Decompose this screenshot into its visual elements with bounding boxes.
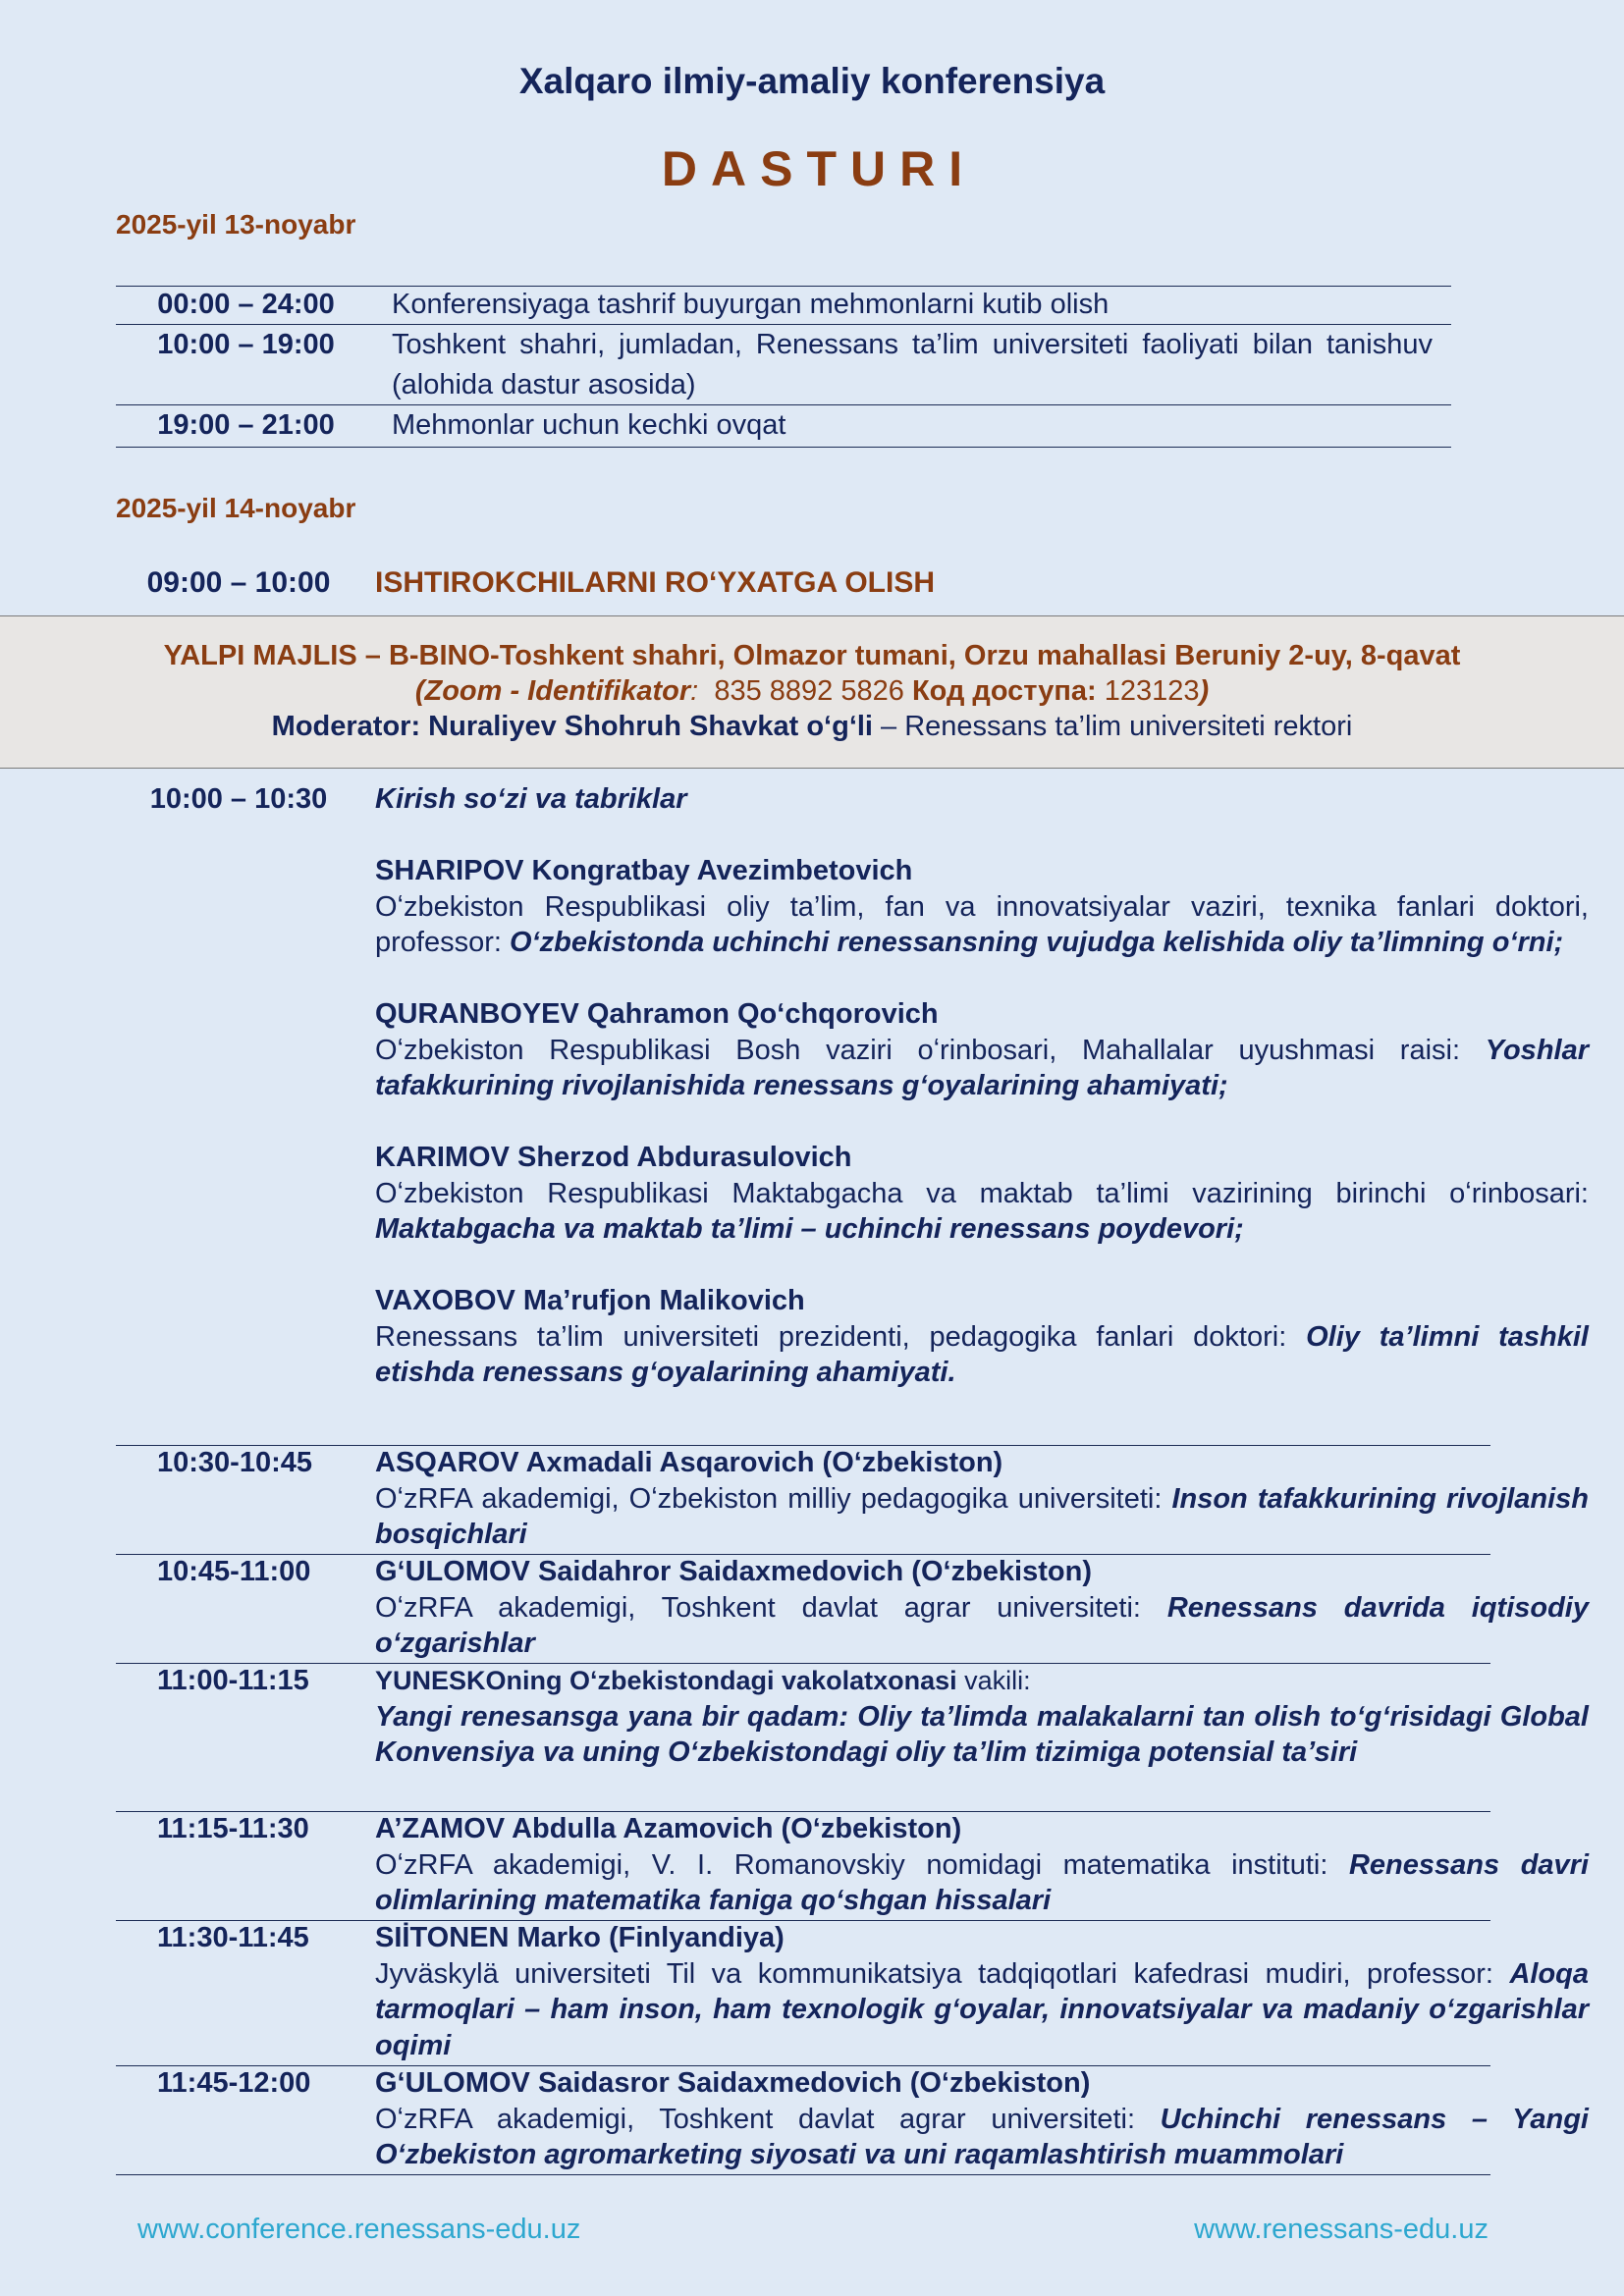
- row-text: Konferensiyaga tashrif buyurgan mehmonlarni kutib olish: [392, 289, 1110, 320]
- divider: [116, 447, 1451, 448]
- speaker-name: SHARIPOV Kongratbay Avezimbetovich: [375, 855, 913, 886]
- speaker-desc: [375, 1847, 1589, 1919]
- zoom-id: 835 8892 5826: [714, 675, 904, 707]
- speaker-desc: [375, 1319, 1589, 1391]
- moderator-role: – Renessans ta’lim universiteti rektori: [872, 711, 1353, 742]
- moderator-line: [0, 709, 1624, 744]
- registration-label: ISHTIROKCHILARNI ROʻYXATGA OLISH: [375, 566, 935, 599]
- row-time: 10:00 – 10:30: [149, 783, 328, 815]
- row-time: 10:00 – 19:00: [157, 329, 335, 360]
- speaker-role: Renessans ta’lim universiteti prezidenti, pedagogika fanlari doktori:: [375, 1320, 1307, 1353]
- access-code: 123123: [1104, 675, 1200, 707]
- speaker-desc: [375, 1176, 1589, 1248]
- speaker-name: GʻULOMOV Saidasror Saidaxmedovich (Oʻzbekiston): [375, 2067, 1091, 2099]
- access-code-label: Код доступа:: [911, 675, 1097, 707]
- speaker-topic: Oliy ta’limni tashkil etishda renessans gʻoyalarining ahamiyati.: [375, 1320, 1589, 1388]
- talk-topic: Uchinchi renessans – Yangi Oʻzbekiston agromarketing siyosati va uni raqamlashtirish muammolari: [375, 2103, 1589, 2170]
- speaker-name: VAXOBOV Ma’rufjon Malikovich: [375, 1285, 805, 1316]
- speaker-block: [375, 1140, 1589, 1248]
- row-time: 19:00 – 21:00: [157, 409, 335, 441]
- speaker-desc: [375, 1590, 1589, 1662]
- speaker-role: Oʻzbekiston Respublikasi Maktabgacha va maktab ta’limi vazirining birinchi oʻrinbosari:: [375, 1177, 1589, 1209]
- speaker-topic: Oʻzbekistonda uchinchi renessansning vujudga kelishida oliy ta’limning oʻrni;: [510, 927, 1564, 958]
- speaker-desc: [375, 889, 1589, 961]
- zoom-info: [0, 673, 1624, 709]
- speaker-block: [375, 996, 1589, 1104]
- row-time: 11:15-11:30: [157, 1813, 309, 1844]
- divider: [116, 2174, 1490, 2175]
- row-time: 10:30-10:45: [157, 1447, 312, 1478]
- row-time: 00:00 – 24:00: [157, 289, 335, 320]
- footer-link-university[interactable]: www.renessans-edu.uz: [1194, 2214, 1489, 2245]
- row-time: 11:45-12:00: [157, 2067, 311, 2099]
- plenary-venue: YALPI MAJLIS – B-BINO-Toshkent shahri, Olmazor tumani, Orzu mahallasi Beruniy 2-uy, 8-qavat: [163, 640, 1461, 671]
- speaker-name: YUNESKOning Oʻzbekistondagi vakolatxonasi: [375, 1666, 957, 1695]
- zoom-close: ): [1199, 675, 1210, 707]
- opening-heading: Kirish soʻzi va tabriklar: [375, 783, 687, 815]
- speaker-name-line: [375, 1663, 1589, 1699]
- speaker-role: OʻzRFA akademigi, Toshkent davlat agrar universiteti:: [375, 2103, 1161, 2135]
- row-text: Mehmonlar uchun kechki ovqat: [392, 409, 786, 441]
- talk-topic: Renessans davri olimlarining matematika faniga qoʻshgan hissalari: [375, 1848, 1590, 1916]
- speaker-topic: Yoshlar tafakkurining rivojlanishida renessans gʻoyalarining ahamiyati;: [375, 1034, 1589, 1101]
- speaker-role: OʻzRFA akademigi, V. I. Romanovskiy nomidagi matematika instituti:: [375, 1848, 1349, 1881]
- speaker-name: KARIMOV Sherzod Abdurasulovich: [375, 1142, 852, 1173]
- speaker-desc: [375, 1481, 1589, 1553]
- row-time: 11:00-11:15: [157, 1665, 309, 1696]
- zoom-label: Zoom - Identifikator: [424, 675, 691, 707]
- speaker-name: GʻULOMOV Saidahror Saidaxmedovich (Oʻzbekiston): [375, 1556, 1092, 1587]
- row-text: Toshkent shahri, jumladan, Renessans ta’lim universiteti faoliyati bilan tanishuv (alohida dastur asosida): [392, 329, 1433, 400]
- zoom-open: (: [414, 675, 425, 707]
- speaker-desc: [375, 1033, 1589, 1104]
- speaker-role: Oʻzbekiston Respublikasi oliy ta’lim, fan va innovatsiyalar vaziri, texnika fanlari doktori, professor:: [375, 890, 1589, 958]
- footer-link-conference[interactable]: www.conference.renessans-edu.uz: [137, 2214, 581, 2245]
- row-time: 11:30-11:45: [157, 1922, 309, 1953]
- speaker-role: Jyväskylä universiteti Til va kommunikatsiya tadqiqotlari kafedrasi mudiri, professor:: [375, 1957, 1510, 1990]
- speaker-name: ASQAROV Axmadali Asqarovich (Oʻzbekiston): [375, 1447, 1003, 1478]
- registration-time: 09:00 – 10:00: [146, 566, 331, 599]
- speaker-name: QURANBOYEV Qahramon Qoʻchqorovich: [375, 998, 939, 1030]
- speaker-name: A’ZAMOV Abdulla Azamovich (Oʻzbekiston): [375, 1813, 962, 1844]
- plenary-session-box: [0, 615, 1624, 769]
- speaker-desc: [375, 1956, 1589, 2064]
- talk-topic: Yangi renesansga yana bir qadam: Oliy ta’limda malakalarni tan olish toʻgʻrisidagi Global Konvensiya va uning Oʻzbekistondagi oliy ta’lim tizimiga potensial ta’siri: [375, 1700, 1589, 1768]
- row-time: 10:45-11:00: [157, 1556, 311, 1587]
- speaker-desc: [375, 2102, 1589, 2173]
- speaker-role: Oʻzbekiston Respublikasi Bosh vaziri oʻrinbosari, Mahallalar uyushmasi raisi:: [375, 1034, 1486, 1066]
- moderator-name: Moderator: Nuraliyev Shohruh Shavkat oʻgʻli: [271, 711, 873, 742]
- document-subtitle: DASTURI: [661, 141, 977, 196]
- day1-date: 2025-yil 13-noyabr: [116, 209, 356, 240]
- talk-topic: Aloqa tarmoqlari – ham inson, ham texnologik gʻoyalar, innovatsiyalar va madaniy oʻzgarishlar oqimi: [375, 1957, 1589, 2061]
- speaker-role: OʻzRFA akademigi, Toshkent davlat agrar universiteti:: [375, 1591, 1167, 1624]
- speaker-role: OʻzRFA akademigi, Oʻzbekiston milliy pedagogika universiteti:: [375, 1482, 1172, 1515]
- speaker-block: [375, 853, 1589, 961]
- document-title: Xalqaro ilmiy-amaliy konferensiya: [518, 61, 1106, 101]
- speaker-block: [375, 1283, 1589, 1391]
- speaker-topic: Maktabgacha va maktab ta’limi – uchinchi renessans poydevori;: [375, 1213, 1244, 1245]
- talk-topic: Inson tafakkurining rivojlanish bosqichlari: [375, 1482, 1589, 1550]
- day2-date: 2025-yil 14-noyabr: [116, 493, 356, 523]
- speaker-name-suffix: vakili:: [956, 1666, 1031, 1695]
- speaker-name: SIİTONEN Marko (Finlyandiya): [375, 1922, 785, 1953]
- talk-topic: Renessans davrida iqtisodiy oʻzgarishlar: [375, 1591, 1589, 1659]
- zoom-colon: :: [690, 675, 699, 707]
